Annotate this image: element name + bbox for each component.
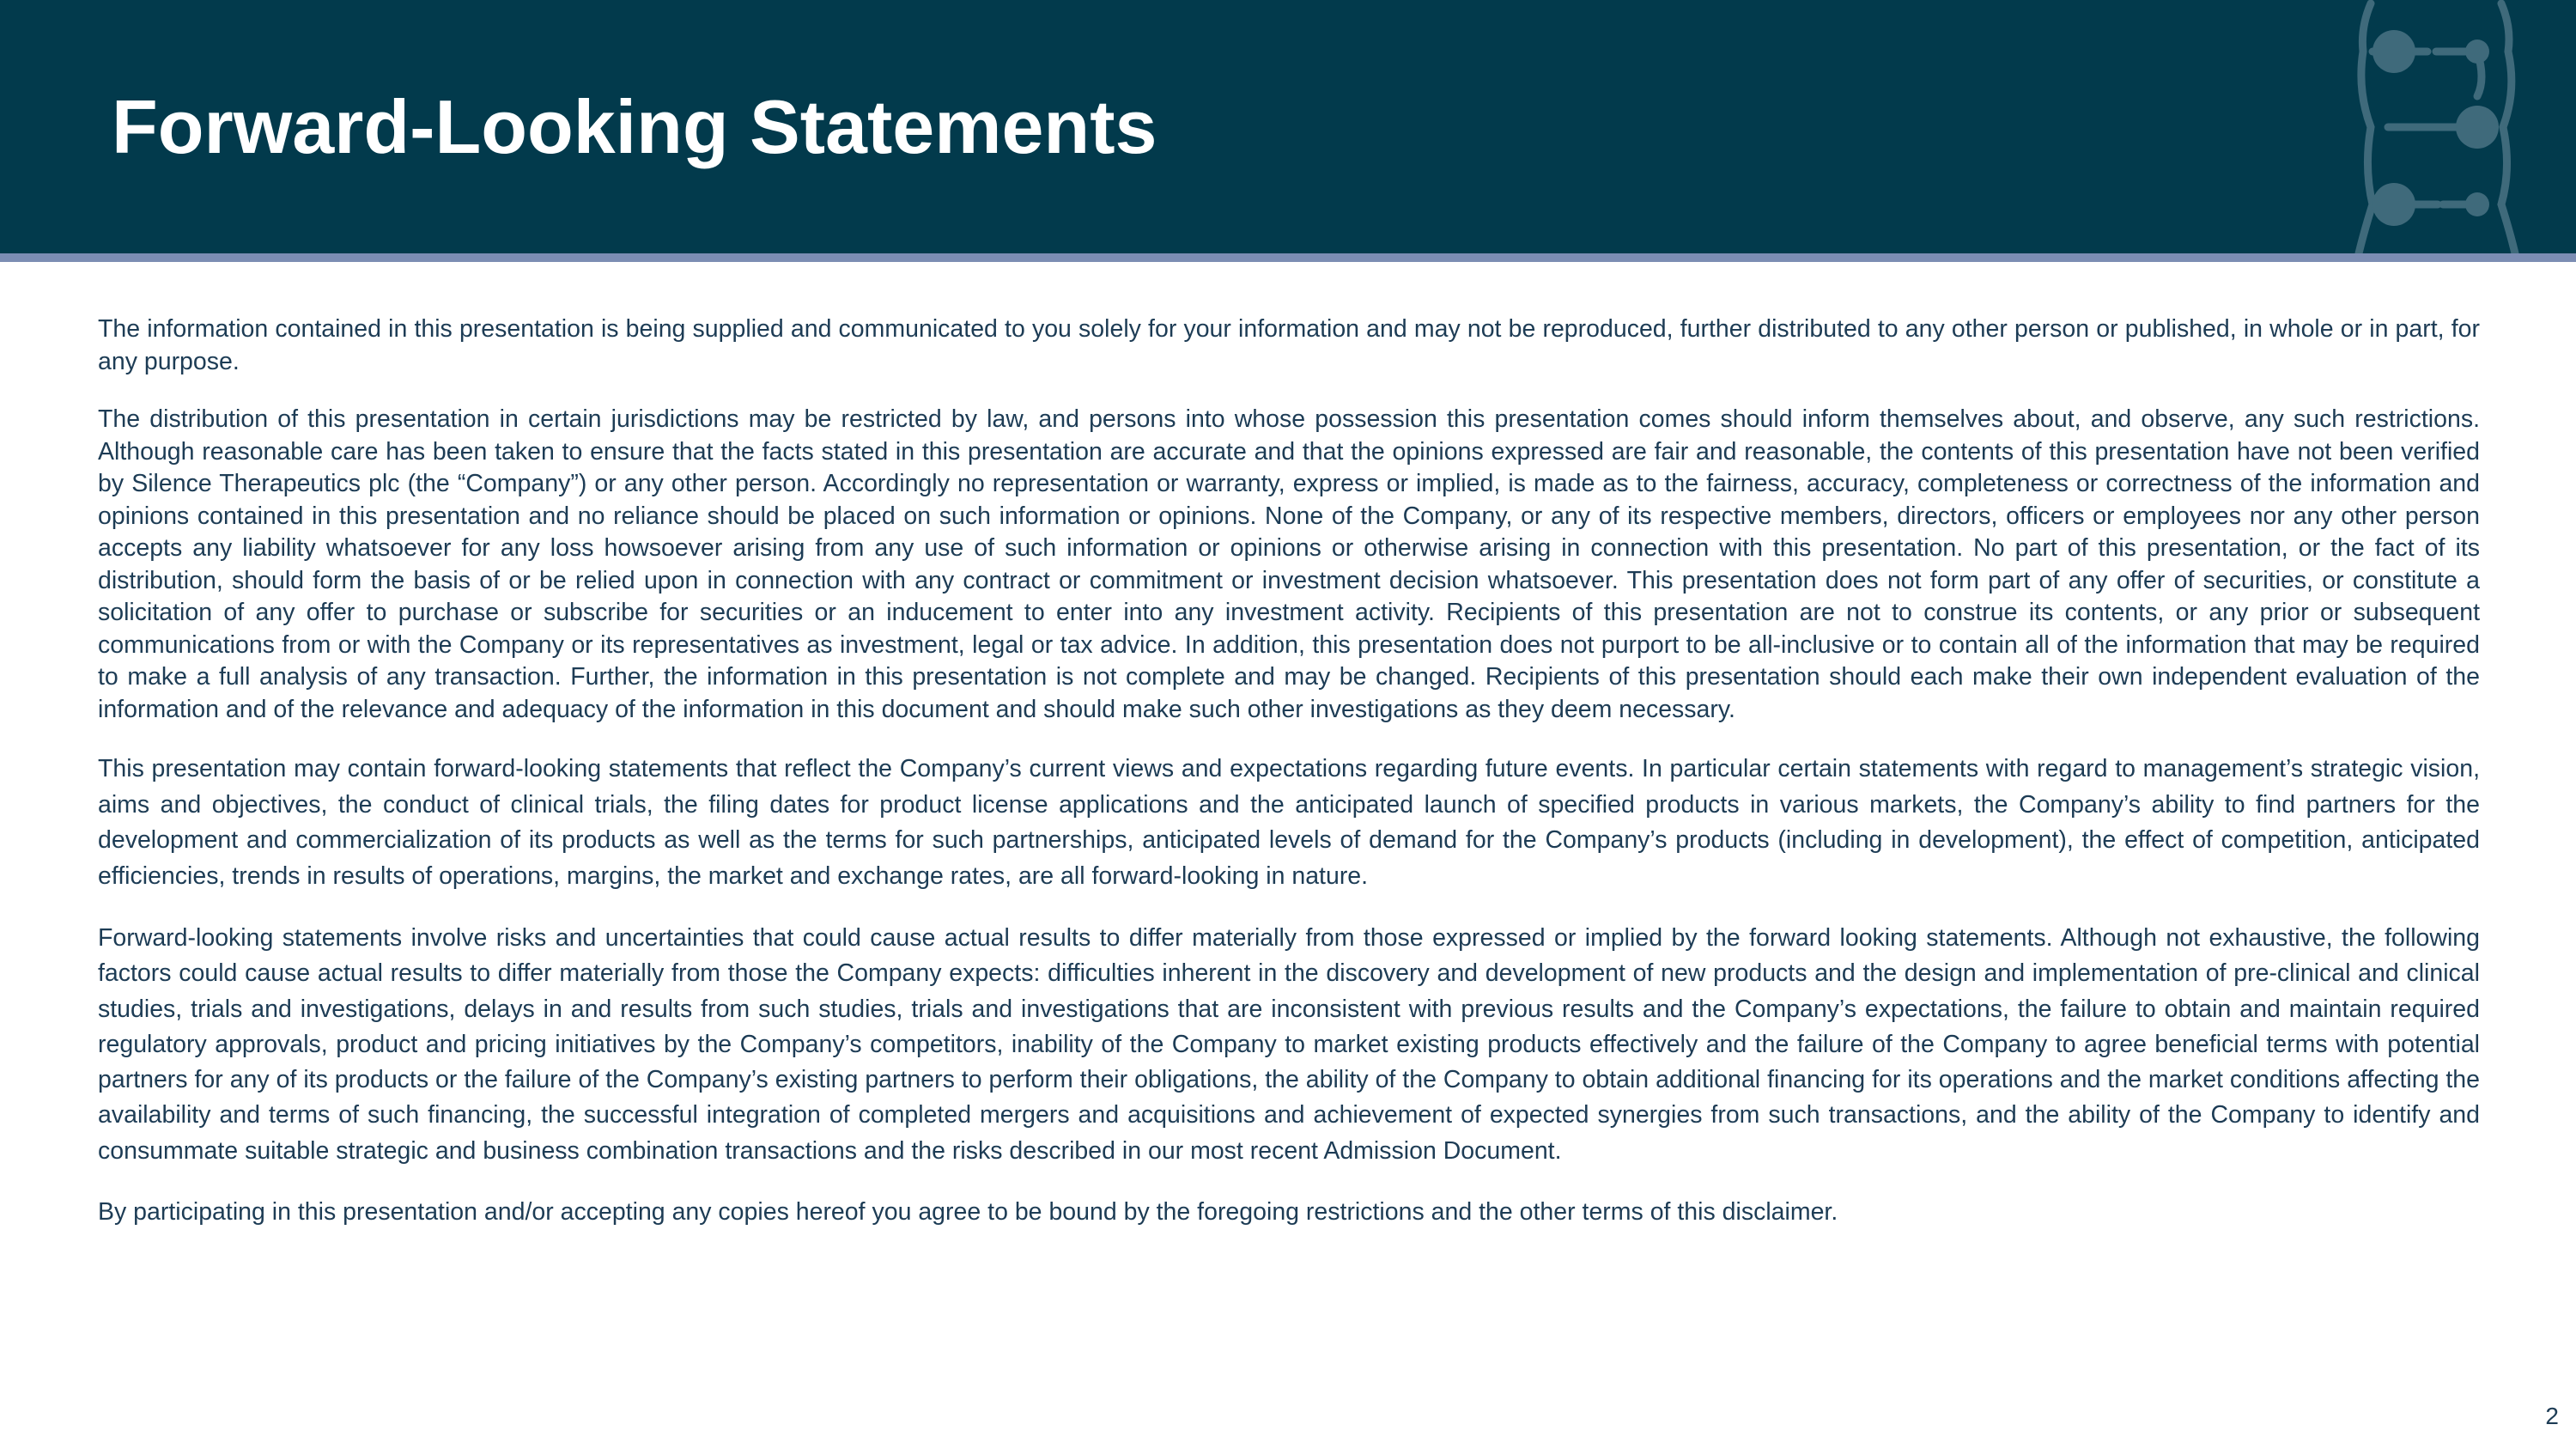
paragraph-confidentiality: The information contained in this presentation is being supplied and communicated to you solely for your information and may not be reproduced, further distributed to any other person or published, in whole or in part, for any purpose. <box>98 315 2480 375</box>
company-logo-icon <box>2348 0 2520 253</box>
paragraph-risks: Forward-looking statements involve risks and uncertainties that could cause actual results to differ materially from those expressed or implied by the forward looking statements. Although not exhaustive, the following factors could cause actual results to differ materially from those the Company expects: difficulties inherent in the discovery and development of new products and the design and implementation of pre-clinical and clinical studies, trials and investigations, delays in and results from such studies, trials and investigations that are inconsistent with previous results and the Company’s expectations, the failure to obtain and maintain required regulatory approvals, product and pricing initiatives by the Company’s competitors, inability of the Company to market existing products effectively and the failure of the Company to agree beneficial terms with potential partners for any of its products or the failure of the Company’s existing partners to perform their obligations, the ability of the Company to obtain additional financing for its operations and the market conditions affecting the availability and terms of such financing, the successful integration of completed mergers and acquisitions and achievement of expected synergies from such transactions, and the ability of the Company to identify and consummate suitable strategic and business combination transactions and the risks described in our most recent Admission Document. <box>98 924 2480 1165</box>
slide-title: Forward-Looking Statements <box>112 84 1157 169</box>
paragraph-distribution: The distribution of this presentation in certain jurisdictions may be restricted by law, and persons into whose possession this presentation comes should inform themselves about, and observe, any such restrictions. Although reasonable care has been taken to ensure that the facts stated in this presentation are accurate and that the opinions expressed are fair and reasonable, the contents of this presentation have not been verified by Silence Therapeutics plc (the “Company”) or any other person. Accordingly no representation or warranty, express or implied, is made as to the fairness, accuracy, completeness or correctness of the information and opinions contained in this presentation and no reliance should be placed on such information or opinions. None of the Company, or any of its respective members, directors, officers or employees nor any other person accepts any liability whatsoever for any loss howsoever arising from any use of such information or opinions or otherwise arising in connection with this presentation. No part of this presentation, or the fact of its distribution, should form the basis of or be relied upon in connection with any contract or commitment or investment decision whatsoever. This presentation does not form part of any offer of securities, or constitute a solicitation of any offer to purchase or subscribe for securities or an inducement to enter into any investment activity. Recipients of this presentation are not to construe its contents, or any prior or subsequent communications from or with the Company or its representatives as investment, legal or tax advice. In addition, this presentation does not purport to be all-inclusive or to contain all of the information that may be required to make a full analysis of any transaction. Further, the information in this presentation is not complete and may be changed. Recipients of this presentation should each make their own independent evaluation of the information and of the relevance and adequacy of the information in this document and should make such other investigations as they deem necessary. <box>98 405 2480 723</box>
header-divider <box>0 253 2576 262</box>
disclaimer-body <box>98 313 2480 1228</box>
page-number: 2 <box>2545 1403 2559 1429</box>
paragraph-agreement: By participating in this presentation and/or accepting any copies hereof you agree to be bound by the foregoing restrictions and the other terms of this disclaimer. <box>98 1198 1838 1227</box>
paragraph-forward-looking: This presentation may contain forward-looking statements that reflect the Company’s current views and expectations regarding future events. In particular certain statements with regard to management’s strategic vision, aims and objectives, the conduct of clinical trials, the filing dates for product license applications and the anticipated launch of specified products in various markets, the Company’s ability to find partners for the development and commercialization of its products as well as the terms for such partnerships, anticipated levels of demand for the Company’s products (including in development), the effect of competition, anticipated efficiencies, trends in results of operations, margins, the market and exchange rates, are all forward-looking in nature. <box>98 755 2480 890</box>
slide-header <box>0 0 2576 253</box>
